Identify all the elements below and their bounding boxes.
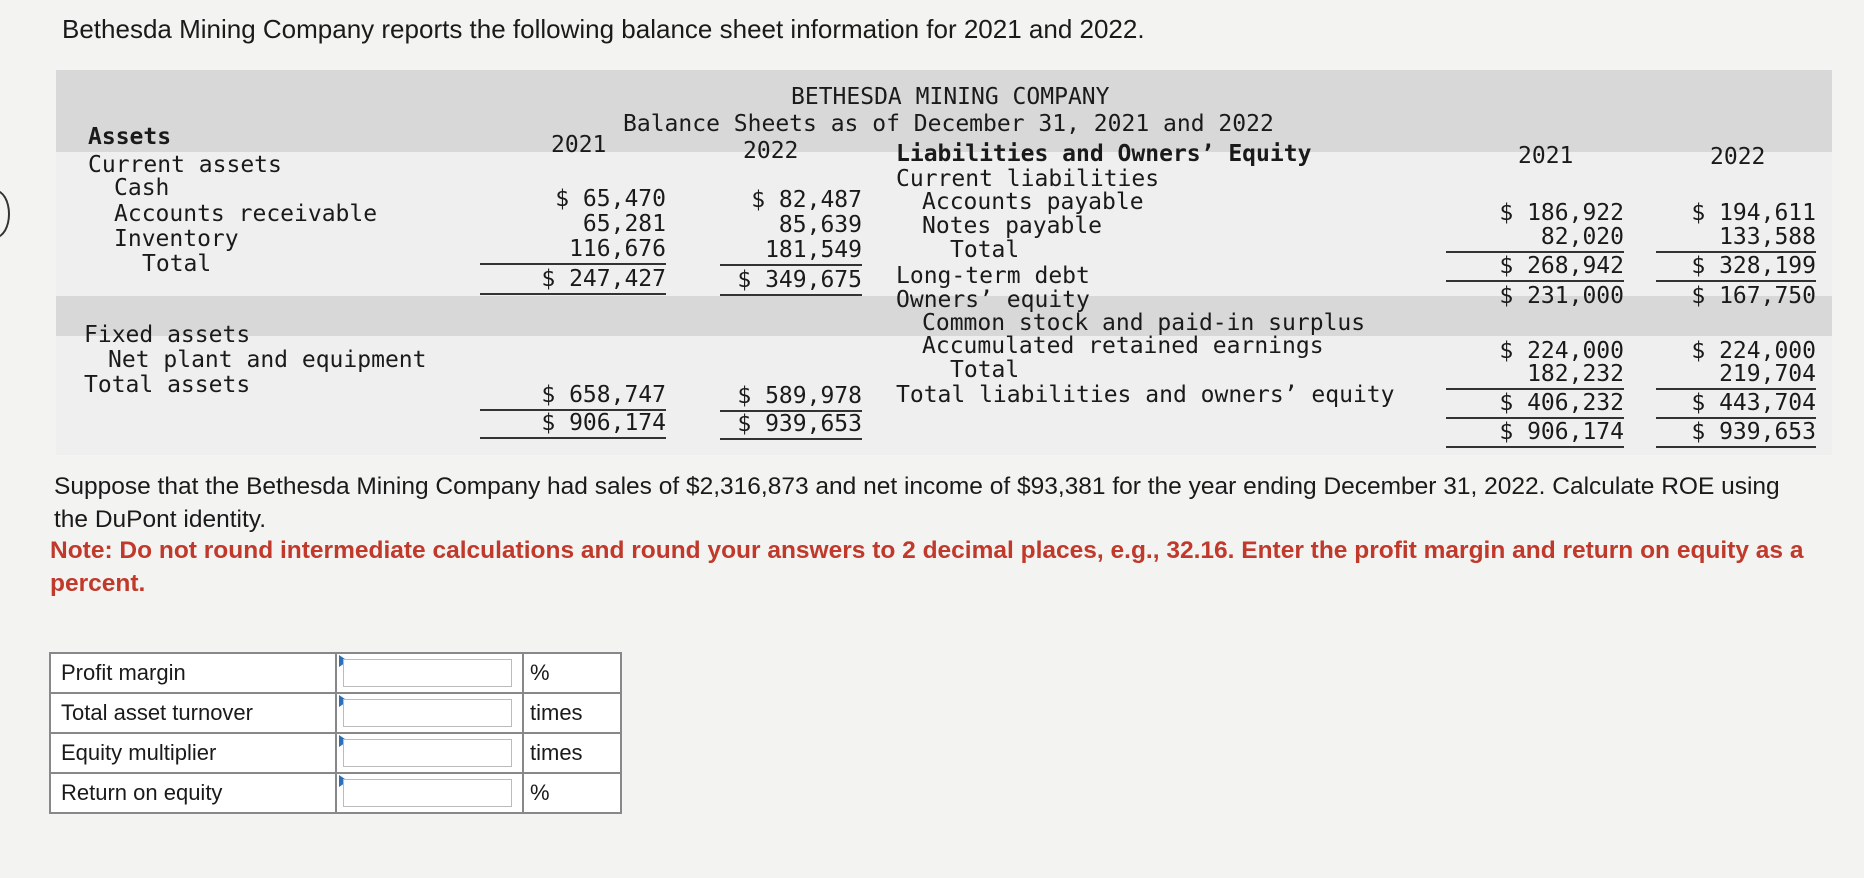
company-name: BETHESDA MINING COMPANY	[791, 84, 1110, 110]
liab-year-2022: 2022	[1710, 144, 1766, 170]
assets-year-2021: 2021	[551, 132, 607, 158]
return-on-equity-input[interactable]	[343, 779, 512, 807]
inventory-label: Inventory	[114, 226, 239, 252]
question-text: Suppose that the Bethesda Mining Company had sales of $2,316,873 and net income of $93,381 for the year ending December 31, 2022. Calculate ROE using the DuPont identity.	[54, 473, 1780, 533]
return-on-equity-label: Return on equity	[50, 773, 336, 813]
ar-2022: 85,639	[778, 212, 862, 238]
cl-total-2022: $ 328,199	[1656, 253, 1816, 282]
ca-total-2021: $ 247,427	[480, 266, 666, 295]
cash-2021: $ 65,470	[555, 186, 666, 212]
oe-total-2021: $ 406,232	[1446, 390, 1624, 419]
accounts-receivable-label: Accounts receivable	[114, 201, 378, 227]
retained-2021: 182,232	[1446, 361, 1624, 390]
return-on-equity-unit: %	[523, 773, 621, 813]
retained-earnings-label: Accumulated retained earnings	[922, 333, 1324, 359]
current-liabilities-label: Current liabilities	[896, 166, 1160, 192]
total-le-2022: $ 939,653	[1656, 419, 1816, 448]
assets-year-2022: 2022	[743, 138, 799, 164]
equity-multiplier-label: Equity multiplier	[50, 733, 336, 773]
current-assets-total-label: Total	[142, 251, 212, 277]
total-asset-turnover-unit: times	[523, 693, 621, 733]
oe-total-2022: $ 443,704	[1656, 390, 1816, 419]
answer-row-equity-multiplier	[50, 733, 621, 773]
cash-2022: $ 82,487	[751, 187, 862, 213]
liab-year-2021: 2021	[1518, 143, 1574, 169]
net-plant-label: Net plant and equipment	[108, 347, 427, 373]
note-text: Note: Do not round intermediate calculations and round your answers to 2 decimal places, e.g., 32.16. Enter the profit margin and return on equity as a percent.	[50, 537, 1804, 597]
np-2021: 82,020	[1446, 224, 1624, 253]
ppe-2022: $ 589,978	[720, 383, 862, 412]
answer-row-return-on-equity	[50, 773, 621, 813]
profit-margin-unit: %	[523, 653, 621, 693]
ar-2021: 65,281	[582, 211, 666, 237]
ppe-2021: $ 658,747	[480, 382, 666, 411]
owners-equity-total-label: Total	[950, 357, 1020, 383]
inventory-2021: 116,676	[480, 236, 666, 265]
inventory-2022: 181,549	[720, 237, 862, 266]
common-2021: $ 224,000	[1499, 338, 1624, 364]
common-stock-label: Common stock and paid-in surplus	[922, 310, 1366, 336]
profit-margin-label: Profit margin	[50, 653, 336, 693]
equity-multiplier-input[interactable]	[343, 739, 512, 767]
total-liabilities-equity-label: Total liabilities and owners’ equity	[896, 382, 1395, 408]
profit-margin-input[interactable]	[343, 659, 512, 687]
equity-multiplier-unit: times	[523, 733, 621, 773]
ap-2022: $ 194,611	[1691, 200, 1816, 226]
answer-row-total-asset-turnover	[50, 693, 621, 733]
answer-row-profit-margin	[50, 653, 621, 693]
current-assets-label: Current assets	[88, 152, 282, 178]
total-assets-2021: $ 906,174	[480, 410, 666, 439]
sheet-subtitle: Balance Sheets as of December 31, 2021 and 2022	[623, 111, 1274, 137]
ca-total-2022: $ 349,675	[720, 267, 862, 296]
total-asset-turnover-label: Total asset turnover	[50, 693, 336, 733]
fixed-assets-label: Fixed assets	[84, 322, 251, 348]
intro-text: Bethesda Mining Company reports the following balance sheet information for 2021 and 2022.	[62, 14, 1145, 44]
total-le-2021: $ 906,174	[1446, 419, 1624, 448]
cash-label: Cash	[114, 175, 170, 201]
balance-sheet	[56, 70, 1832, 455]
ap-2021: $ 186,922	[1499, 200, 1624, 226]
common-2022: $ 224,000	[1691, 338, 1816, 364]
answer-table	[49, 652, 622, 814]
np-2022: 133,588	[1656, 224, 1816, 253]
total-assets-2022: $ 939,653	[720, 411, 862, 440]
owners-equity-label: Owners’ equity	[896, 287, 1090, 313]
liabilities-heading: Liabilities and Owners’ Equity	[896, 141, 1312, 167]
notes-payable-label: Notes payable	[922, 213, 1103, 239]
assets-heading: Assets	[88, 124, 172, 150]
total-assets-label: Total assets	[84, 372, 251, 398]
long-term-debt-label: Long-term debt	[896, 263, 1090, 289]
total-asset-turnover-input[interactable]	[343, 699, 512, 727]
retained-2022: 219,704	[1656, 361, 1816, 390]
page-edge-decoration	[0, 190, 10, 238]
accounts-payable-label: Accounts payable	[922, 189, 1144, 215]
cl-total-2021: $ 268,942	[1446, 253, 1624, 282]
ltd-2022: $ 167,750	[1691, 283, 1816, 309]
ltd-2021: $ 231,000	[1499, 283, 1624, 309]
current-liabilities-total-label: Total	[950, 237, 1020, 263]
